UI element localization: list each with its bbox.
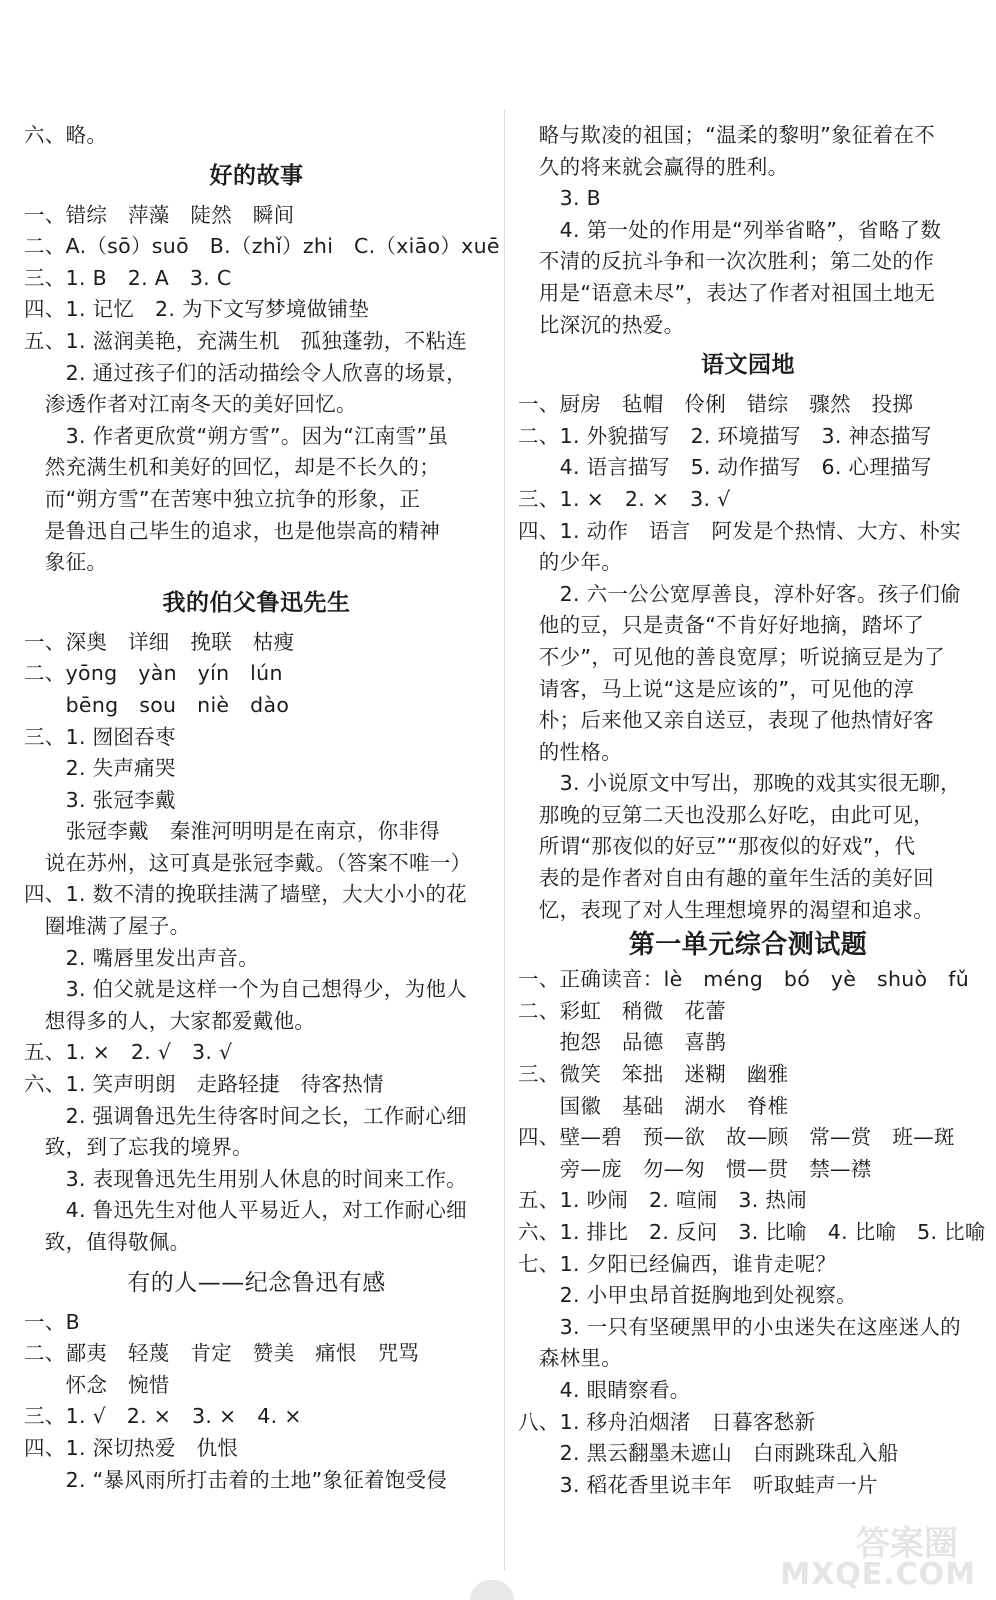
answer-line: 一、B <box>24 1309 80 1334</box>
answer-line: 3. 张冠李戴 <box>24 787 176 812</box>
answer-line: 五、1. 滋润美艳，充满生机 孤独蓬勃，不粘连 <box>24 328 467 353</box>
answer-line: 二、A.（sō）suō B.（zhǐ）zhi C.（xiāo）xuē <box>24 234 500 259</box>
answer-line: 略与欺凌的祖国；“温柔的黎明”象征着在不 <box>518 123 936 147</box>
answer-line: 想得多的人，大家都爱戴他。 <box>24 1008 316 1033</box>
answer-line: 用是“语意未尽”，表达了作者对祖国土地无 <box>518 280 936 305</box>
answer-line: 致，值得敬佩。 <box>24 1230 191 1254</box>
answer-line: 三、1. × 2. × 3. √ <box>518 486 731 511</box>
answer-line: 一、错综 萍藻 陡然 瞬间 <box>24 202 295 227</box>
answer-line: 2. 六一公公宽厚善良，淳朴好客。孩子们偷 <box>518 581 961 606</box>
answer-line: 四、1. 记忆 2. 为下文写梦境做铺垫 <box>24 297 370 322</box>
answer-line: 二、yōng yàn yín lún <box>24 661 283 686</box>
answer-line: 怀念 惋惜 <box>24 1372 170 1397</box>
section-heading: 语文园地 <box>701 352 795 379</box>
answer-line: 2. “暴风雨所打击着的土地”象征着饱受侵 <box>24 1467 448 1492</box>
answer-line: 久的将来就会赢得的胜利。 <box>518 154 789 179</box>
answer-line: 抱怨 品德 喜鹊 <box>518 1030 726 1055</box>
answer-line: 三、1. √ 2. × 3. × 4. × <box>24 1404 302 1429</box>
answer-line: 不少”，可见他的善良宽厚；听说摘豆是为了 <box>518 644 945 669</box>
answer-line: 象征。 <box>24 550 108 575</box>
answer-line: 2. 失声痛哭 <box>24 756 176 781</box>
answer-line: 圈堆满了屋子。 <box>24 914 191 939</box>
watermark-site: MXQE.COM <box>780 1557 976 1592</box>
answer-line: 五、1. × 2. √ 3. √ <box>24 1040 233 1065</box>
answer-line: 四、1. 动作 语言 阿发是个热情、大方、朴实 <box>518 518 961 543</box>
answer-line: bēng sou niè dào <box>24 692 290 717</box>
answer-line: 旁—庞 勿—匆 惯—贯 禁—襟 <box>518 1156 872 1181</box>
answer-line: 一、正确读音：lè méng bó yè shuò fǔ <box>518 967 970 992</box>
right-column <box>518 120 986 1501</box>
answer-line: 那晚的豆第二天也没那么好吃，由此可见， <box>518 802 934 827</box>
answer-line: 2. 小甲虫昂首挺胸地到处视察。 <box>518 1283 857 1308</box>
answer-line: 不清的反抗斗争和一次次胜利；第二处的作 <box>518 249 934 274</box>
answer-line: 2. 通过孩子们的活动描绘令人欣喜的场景， <box>24 360 467 385</box>
answer-line: 3. 稻花香里说丰年 听取蛙声一片 <box>518 1472 878 1497</box>
section-heading: 有的人——纪念鲁迅有感 <box>127 1269 386 1296</box>
answer-line: 六、1. 排比 2. 反问 3. 比喻 4. 比喻 5. 比喻 <box>518 1220 986 1244</box>
answer-line: 3. 一只有坚硬黑甲的小虫迷失在这座迷人的 <box>518 1314 961 1339</box>
site-watermark <box>760 1516 980 1592</box>
watermark-logo: 答案圈 <box>856 1524 958 1564</box>
answer-line: 3. 伯父就是这样一个为自己想得少，为他人 <box>24 977 467 1002</box>
answer-line: 的性格。 <box>518 739 622 764</box>
answer-line: 三、微笑 笨拙 迷糊 幽雅 <box>518 1062 789 1087</box>
answer-line: 3. B <box>518 186 601 211</box>
answer-line: 国徽 基础 湖水 脊椎 <box>518 1093 789 1118</box>
answer-line: 六、略。 <box>24 123 108 147</box>
answer-line: 比深沉的热爱。 <box>518 312 685 337</box>
answer-line: 一、深奥 详细 挽联 枯瘦 <box>24 629 295 654</box>
answer-line: 致，到了忘我的境界。 <box>24 1135 253 1160</box>
answer-line: 然充满生机和美好的回忆，却是不长久的； <box>24 455 440 480</box>
answer-line: 二、彩虹 稍微 花蕾 <box>518 998 726 1023</box>
answer-line: 表的是作者对自由有趣的童年生活的美好回 <box>518 866 934 891</box>
answer-line: 朴；后来他又亲自送豆，表现了他热情好客 <box>518 708 934 733</box>
section-heading: 我的伯父鲁迅先生 <box>162 589 351 616</box>
answer-line: 四、壁—碧 预—欲 故—顾 常—赏 班—斑 <box>518 1125 955 1150</box>
answer-line: 3. 表现鲁迅先生用别人休息的时间来工作。 <box>24 1166 467 1191</box>
answer-line: 三、1. 囫囵吞枣 <box>24 724 176 749</box>
answer-line: 八、1. 移舟泊烟渚 日暮客愁新 <box>518 1409 816 1434</box>
answer-line: 渗透作者对江南冬天的美好回忆。 <box>24 392 357 417</box>
page-tab-decoration <box>470 1580 514 1600</box>
answer-line: 的少年。 <box>518 550 622 575</box>
answer-line: 二、1. 外貌描写 2. 环境描写 3. 神态描写 <box>518 423 932 448</box>
answer-line: 2. 嘴唇里发出声音。 <box>24 945 259 970</box>
answer-line: 3. 作者更欣赏“朔方雪”。因为“江南雪”虽 <box>24 423 449 448</box>
answer-line: 三、1. B 2. A 3. C <box>24 265 232 290</box>
answer-line: 2. 强调鲁迅先生待客时间之长，工作耐心细 <box>24 1103 467 1128</box>
answer-line: 4. 第一处的作用是“列举省略”，省略了数 <box>518 217 942 242</box>
answer-line: 二、鄙夷 轻蔑 肯定 赞美 痛恨 咒骂 <box>24 1341 420 1366</box>
answer-line: 请客，马上说“这是应该的”，可见他的淳 <box>518 676 915 701</box>
answer-line: 忆，表现了对人生理想境界的渴望和追求。 <box>518 897 934 922</box>
answer-line: 六、1. 笑声明朗 走路轻捷 待客热情 <box>24 1072 384 1097</box>
answer-line: 是鲁迅自己毕生的追求，也是他崇高的精神 <box>24 518 440 543</box>
answer-line: 森林里。 <box>518 1346 622 1371</box>
answer-line: 七、1. 夕阳已经偏西，谁肯走呢？ <box>518 1251 837 1276</box>
answer-line: 4. 语言描写 5. 动作描写 6. 心理描写 <box>518 455 932 480</box>
answer-line: 2. 黑云翻墨未遮山 白雨跳珠乱入船 <box>518 1441 899 1466</box>
answer-line: 4. 眼睛察看。 <box>518 1377 691 1402</box>
answer-line: 四、1. 数不清的挽联挂满了墙壁，大大小小的花 <box>24 882 467 907</box>
section-heading: 好的故事 <box>209 162 304 189</box>
answer-line: 五、1. 吵闹 2. 喧闹 3. 热闹 <box>518 1188 807 1213</box>
answer-line: 4. 鲁迅先生对他人平易近人，对工作耐心细 <box>24 1198 467 1223</box>
answer-line: 所谓“那夜似的好豆”“那夜似的好戏”，代 <box>518 834 916 859</box>
answer-line: 他的豆，只是责备“不肯好好地摘，踏坏了 <box>518 613 925 638</box>
answer-line: 四、1. 深切热爱 仇恨 <box>24 1435 239 1460</box>
answer-line: 而“朔方雪”在苦寒中独立抗争的形象，正 <box>24 486 421 511</box>
answer-line: 说在苏州，这可真是张冠李戴。（答案不唯一） <box>24 850 472 875</box>
left-column <box>24 120 500 1496</box>
answer-line: 张冠李戴 秦淮河明明是在南京，你非得 <box>24 819 440 844</box>
column-divider <box>504 110 505 1570</box>
section-heading: 第一单元综合测试题 <box>628 930 868 961</box>
answer-line: 3. 小说原文中写出，那晚的戏其实很无聊， <box>518 771 961 796</box>
answer-line: 一、厨房 毡帽 伶俐 错综 骤然 投掷 <box>518 392 914 417</box>
